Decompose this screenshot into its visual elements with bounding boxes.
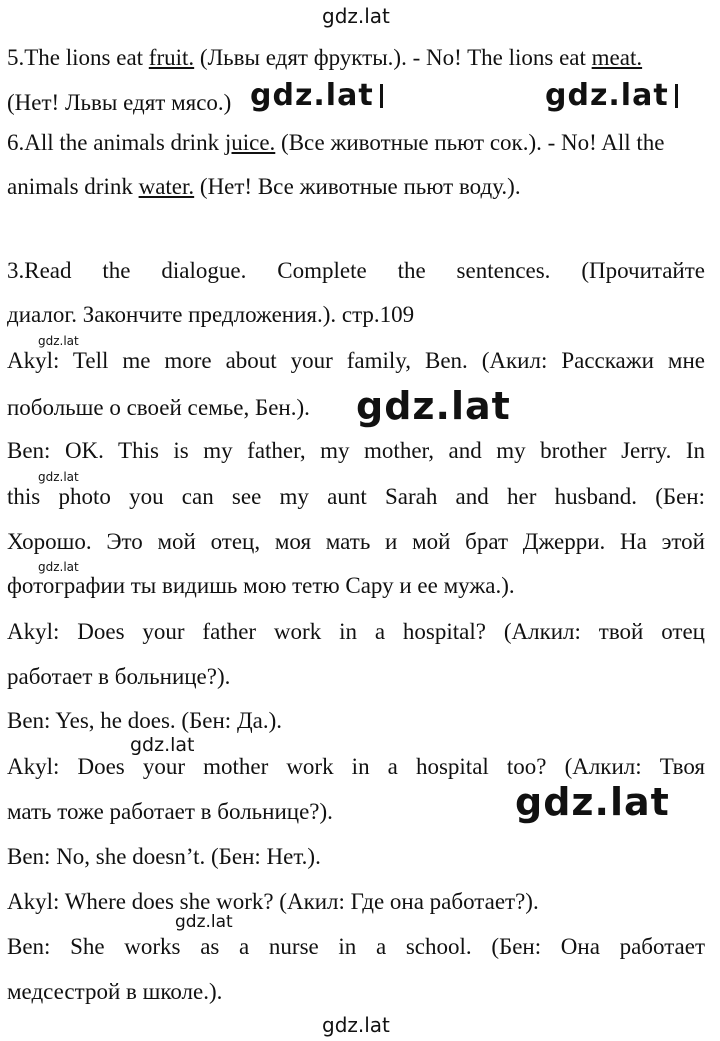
text-line: диалог. Закончите предложения.). стр.109	[7, 302, 415, 327]
text-line: 5.The lions eat fruit. (Львы едят фрукты.). - No! The lions eat meat.	[7, 45, 643, 70]
watermark: gdz.lat	[175, 912, 233, 932]
watermark: gdz.lat	[545, 78, 678, 113]
watermark: gdz.lat	[38, 470, 79, 484]
dialogue-line: мать тоже работает в больнице?).	[7, 799, 333, 824]
watermark: gdz.lat	[515, 780, 670, 824]
dialogue-line: Akyl: Does your father work in a hospital? (Алкил: твой отец	[7, 619, 705, 644]
watermark: gdz.lat	[322, 4, 390, 28]
dialogue-line: фотографии ты видишь мою тетю Сару и ее мужа.).	[7, 573, 515, 598]
text-line: 6.All the animals drink juice. (Все животные пьют сок.). - No! All the	[7, 130, 665, 155]
watermark: gdz.lat	[250, 78, 383, 113]
dialogue-line: Ben: OK. This is my father, my mother, and my brother Jerry. In	[7, 438, 705, 463]
watermark: gdz.lat	[322, 1013, 390, 1037]
dialogue-line: побольше о своей семье, Бен.).	[7, 395, 310, 420]
watermark: gdz.lat	[38, 334, 79, 348]
dialogue-line: Ben: She works as a nurse in a school. (Бен: Она работает	[7, 934, 705, 959]
text-line: (Нет! Львы едят мясо.)	[7, 90, 232, 115]
dialogue-line: Ben: Yes, he does. (Бен: Да.).	[7, 708, 283, 733]
watermark: gdz.lat	[38, 560, 79, 574]
dialogue-line: Ben: No, she doesn’t. (Бен: Нет.).	[7, 844, 321, 869]
text-line: animals drink water. (Нет! Все животные пьют воду.).	[7, 174, 521, 199]
dialogue-line: работает в больнице?).	[7, 664, 231, 689]
watermark: gdz.lat	[130, 734, 195, 756]
dialogue-line: Хорошо. Это мой отец, моя мать и мой брат Джерри. На этой	[7, 529, 705, 554]
task-heading: 3.Read the dialogue. Complete the sentences. (Прочитайте	[7, 258, 705, 283]
watermark: gdz.lat	[356, 384, 511, 428]
dialogue-line: медсестрой в школе.).	[7, 979, 223, 1004]
dialogue-line: Akyl: Does your mother work in a hospital too? (Алкил: Твоя	[7, 754, 705, 779]
dialogue-line: Akyl: Where does she work? (Акил: Где она работает?).	[7, 889, 539, 914]
dialogue-line: Akyl: Tell me more about your family, Ben. (Акил: Расскажи мне	[7, 348, 705, 373]
dialogue-line: this photo you can see my aunt Sarah and her husband. (Бен:	[7, 484, 705, 509]
